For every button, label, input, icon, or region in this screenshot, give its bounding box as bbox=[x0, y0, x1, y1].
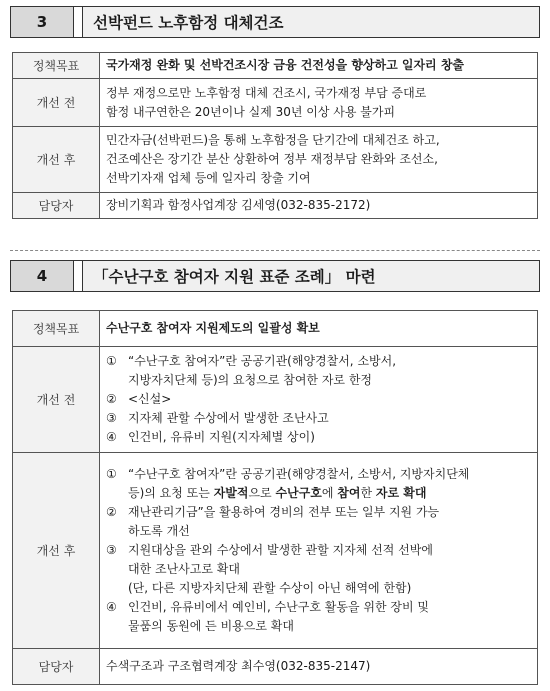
item-text: <신설> bbox=[128, 392, 172, 406]
item-line-part: 으로 bbox=[248, 486, 276, 500]
item-line: 물품의 동원에 든 비용으로 확대 bbox=[128, 619, 294, 633]
list-item bbox=[106, 598, 531, 636]
section-3-title: 선박펀드 노후함정 대체건조 bbox=[83, 7, 539, 37]
goal-value: 국가재정 완화 및 선박건조시장 금융 건전성을 향상하고 일자리 창출 bbox=[100, 53, 538, 79]
after-line: 민간자금(선박펀드)을 통해 노후함정을 단기간에 대체건조 하고, bbox=[106, 133, 440, 147]
section-4-header-spacer bbox=[74, 261, 83, 291]
after-value bbox=[100, 453, 538, 649]
item-line-part: 한 bbox=[360, 486, 376, 500]
before-value bbox=[100, 347, 538, 453]
list-item bbox=[106, 371, 531, 390]
item-line: 지원대상을 관외 수상에서 발생한 관할 지자체 선적 선박에 bbox=[128, 543, 433, 557]
contact-label: 담당자 bbox=[13, 193, 100, 219]
list-item bbox=[106, 390, 531, 409]
item-line: 대한 조난사고로 확대 bbox=[128, 562, 240, 576]
before-value bbox=[100, 79, 538, 127]
item-marker: ① bbox=[106, 467, 117, 481]
section-3-header bbox=[10, 6, 540, 38]
section-3-table bbox=[12, 52, 538, 219]
item-text bbox=[128, 598, 531, 636]
item-marker: ③ bbox=[106, 411, 117, 425]
section-3-header-spacer bbox=[74, 7, 83, 37]
list-item bbox=[106, 352, 531, 371]
item-text: “수난구호 참여자”란 공공기관(해양경찰서, 소방서, bbox=[128, 354, 397, 368]
after-label: 개선 후 bbox=[13, 127, 100, 193]
item-line-bold: 참여 bbox=[337, 486, 361, 500]
item-line-part: 에 bbox=[321, 486, 338, 500]
before-line: 함정 내구연한은 20년이나 실제 30년 이상 사용 불가피 bbox=[106, 104, 396, 119]
item-marker: ④ bbox=[106, 600, 117, 614]
item-line: “수난구호 참여자”란 공공기관(해양경찰서, 소방서, 지방자치단체 bbox=[128, 467, 470, 481]
item-text bbox=[128, 465, 531, 503]
table-row-before bbox=[13, 347, 538, 453]
contact-value: 수색구조과 구조협력계장 최수영(032-835-2147) bbox=[100, 649, 538, 685]
list-item bbox=[106, 541, 531, 598]
after-line: 선박기자재 업체 등에 일자리 창출 기여 bbox=[106, 171, 311, 185]
item-text: 인건비, 유류비 지원(지자체별 상이) bbox=[128, 430, 315, 444]
table-row-goal bbox=[13, 53, 538, 79]
after-value bbox=[100, 127, 538, 193]
item-line-bold: 수난구호 bbox=[275, 486, 322, 500]
table-row-contact bbox=[13, 649, 538, 685]
contact-label: 담당자 bbox=[13, 649, 100, 685]
item-text bbox=[128, 541, 531, 598]
list-item bbox=[106, 409, 531, 428]
item-line-bold: 자발적 bbox=[213, 486, 249, 500]
section-4-title: 「수난구호 참여자 지원 표준 조례」 마련 bbox=[83, 261, 539, 291]
table-row-before bbox=[13, 79, 538, 127]
item-text: 지자체 관할 수상에서 발생한 조난사고 bbox=[128, 411, 329, 425]
after-line: 건조예산은 장기간 분산 상환하여 정부 재정부담 완화와 조선소, bbox=[106, 152, 438, 166]
item-marker: ① bbox=[106, 354, 117, 368]
item-marker: ② bbox=[106, 505, 117, 519]
table-row-after bbox=[13, 127, 538, 193]
item-marker: ④ bbox=[106, 430, 117, 444]
item-text: 지방자치단체 등)의 요청으로 참여한 자로 한정 bbox=[128, 373, 373, 387]
list-item bbox=[106, 465, 531, 503]
item-marker bbox=[106, 371, 128, 390]
table-row-contact bbox=[13, 193, 538, 219]
section-3-number: 3 bbox=[11, 7, 74, 37]
section-4-number: 4 bbox=[11, 261, 74, 291]
item-line: 재난관리기금”을 활용하여 경비의 전부 또는 일부 지원 가능 bbox=[128, 505, 440, 519]
item-text bbox=[128, 503, 531, 541]
item-line: 인건비, 유류비에서 예인비, 수난구호 활동을 위한 장비 및 bbox=[128, 600, 429, 614]
list-item bbox=[106, 503, 531, 541]
table-row-goal bbox=[13, 311, 538, 347]
after-label: 개선 후 bbox=[13, 453, 100, 649]
section-4-header bbox=[10, 260, 540, 292]
item-marker: ③ bbox=[106, 543, 117, 557]
section-divider bbox=[10, 250, 540, 251]
list-item bbox=[106, 428, 531, 447]
item-line-part: 등)의 요청 또는 bbox=[128, 486, 214, 500]
item-line-bold: 자로 확대 bbox=[375, 486, 427, 500]
goal-label: 정책목표 bbox=[13, 53, 100, 79]
before-label: 개선 전 bbox=[13, 347, 100, 453]
before-line: 정부 재정으로만 노후함정 대체 건조시, 국가재정 부담 증대로 bbox=[106, 85, 427, 100]
item-line: (단, 다른 지방자치단체 관할 수상이 아닌 해역에 한함) bbox=[128, 581, 412, 595]
item-marker: ② bbox=[106, 392, 117, 406]
table-row-after bbox=[13, 453, 538, 649]
goal-value: 수난구호 참여자 지원제도의 일괄성 확보 bbox=[100, 311, 538, 347]
contact-value: 장비기획과 함정사업계장 김세영(032-835-2172) bbox=[100, 193, 538, 219]
before-label: 개선 전 bbox=[13, 79, 100, 127]
section-4-table bbox=[12, 310, 538, 685]
item-line: 하도록 개선 bbox=[128, 524, 190, 538]
goal-label: 정책목표 bbox=[13, 311, 100, 347]
